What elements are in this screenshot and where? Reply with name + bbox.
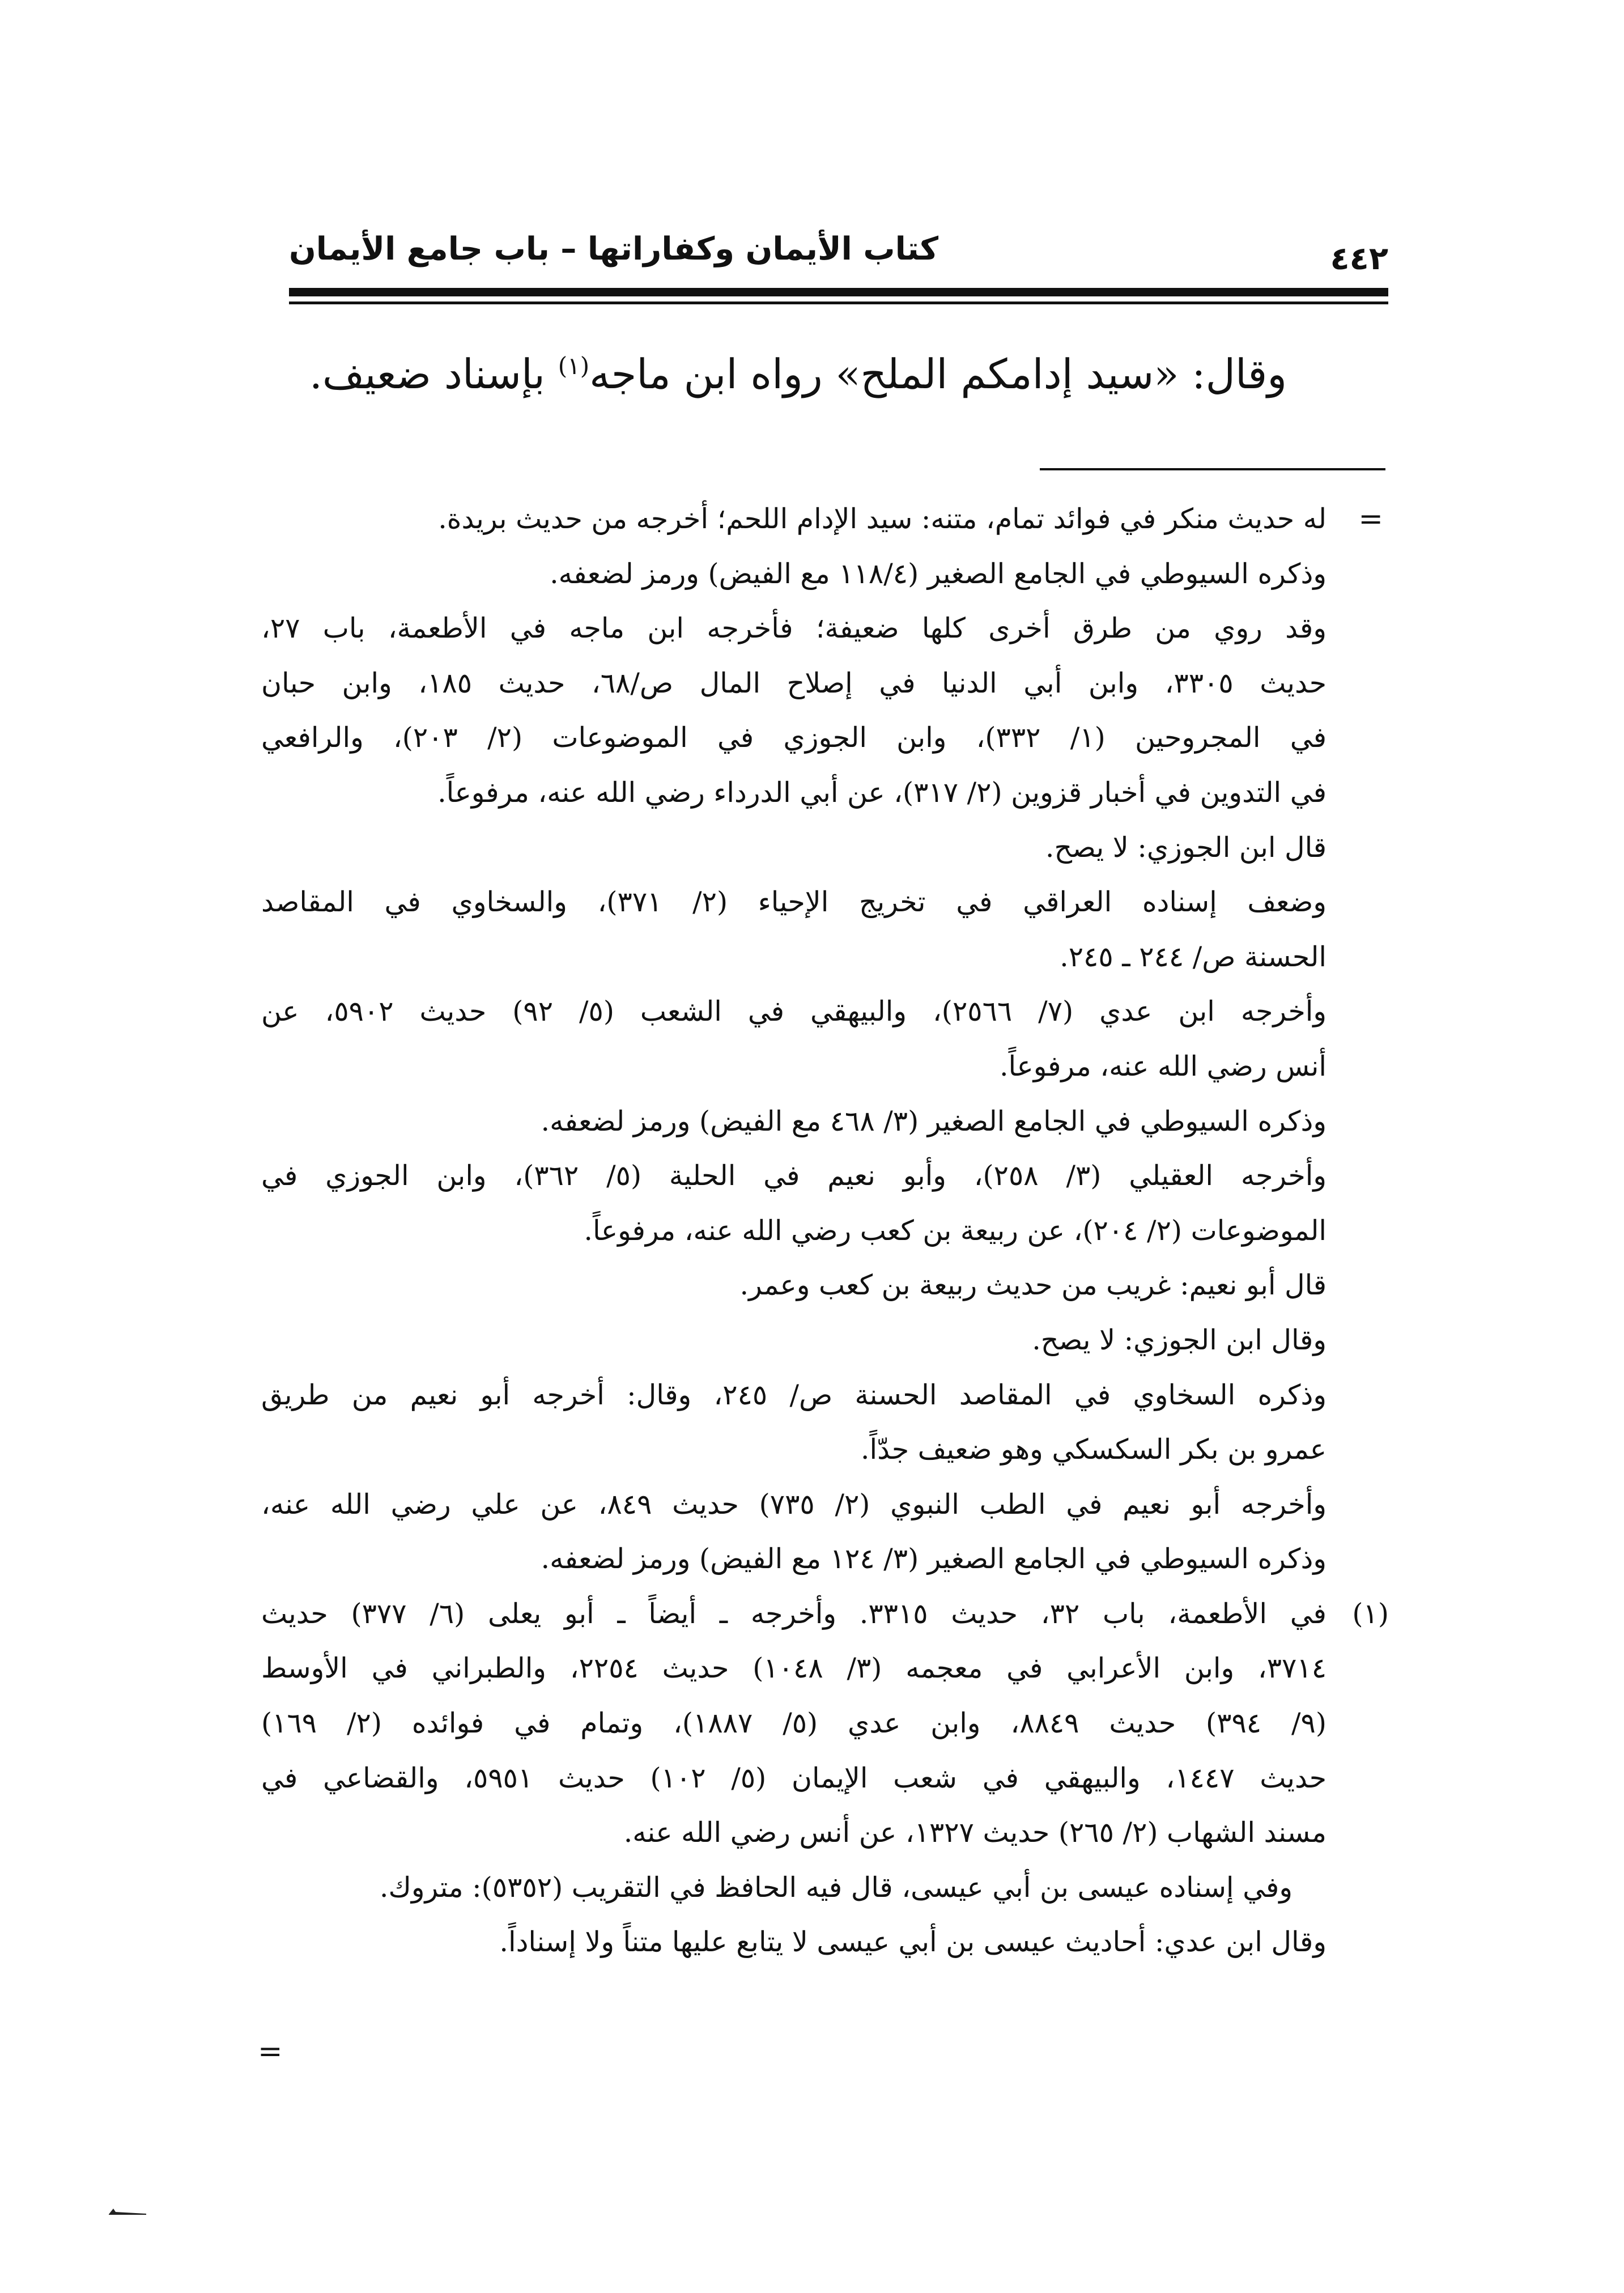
footnote-line: في الأطعمة، باب ٣٢، حديث ٣٣١٥. وأخرجه ـ أيضاً ـ أبو يعلى (٦/ ٣٧٧) حديث (261, 1597, 1327, 1630)
footnote-line: مسند الشهاب (٢/ ٢٦٥) حديث ١٣٢٧، عن أنس رضي الله عنه. (623, 1816, 1327, 1849)
footnote-line: وأخرجه العقيلي (٣/ ٢٥٨)، وأبو نعيم في الحلية (٥/ ٣٦٢)، وابن الجوزي في (261, 1160, 1327, 1192)
footnote-line: له حديث منكر في فوائد تمام، متنه: سيد الإدام اللحم؛ أخرجه من حديث بريدة. (438, 503, 1327, 535)
footnote-line: وفي إسناده عيسى بن أبي عيسى، قال فيه الحافظ في التقريب (٥٣٥٢): متروك. (379, 1871, 1293, 1904)
footnote-line: وذكره السخاوي في المقاصد الحسنة ص/ ٢٤٥، وقال: أخرجه أبو نعيم من طريق (261, 1378, 1327, 1411)
page-number: ٤٤٢ (1330, 240, 1388, 277)
footnote-line: حديث ١٤٤٧، والبيهقي في شعب الإيمان (٥/ ١٠٢) حديث ٥٩٥١، والقضاعي في (261, 1761, 1327, 1794)
footnote-line: وضعف إسناده العراقي في تخريج الإحياء (٢/ ٣٧١)، والسخاوي في المقاصد (261, 886, 1327, 919)
footnote-line: وذكره السيوطي في الجامع الصغير (١١٨/٤ مع الفيض) ورمز لضعفه. (550, 557, 1327, 590)
footnote-line: أنس رضي الله عنه، مرفوعاً. (999, 1050, 1327, 1082)
footnote-number: (١) (1352, 1597, 1389, 1630)
footnote-line: قال ابن الجوزي: لا يصح. (1045, 831, 1327, 864)
footnote-line: (٩/ ٣٩٤) حديث ٨٨٤٩، وابن عدي (٥/ ١٨٨٧)، وتمام في فوائده (٢/ ١٦٩) (261, 1707, 1327, 1740)
footnote-line: وقد روي من طرق أخرى كلها ضعيفة؛ فأخرجه ابن ماجه في الأطعمة، باب ٢٧، (261, 612, 1327, 645)
header-rule-thin (289, 302, 1388, 304)
header-rule-thick (289, 288, 1388, 296)
footnote-line: ٣٧١٤، وابن الأعرابي في معجمه (٣/ ١٠٤٨) حديث ٢٢٥٤، والطبراني في الأوسط (261, 1652, 1327, 1685)
main-text-part-2: بإسناد ضعيف. (309, 350, 558, 398)
footnote-line: وذكره السيوطي في الجامع الصغير (٣/ ٤٦٨ مع الفيض) ورمز لضعفه. (541, 1105, 1327, 1137)
main-text-part-1: وقال: «سيد إدامكم الملح» رواه ابن ماجه (589, 350, 1287, 398)
footnote-line: قال أبو نعيم: غريب من حديث ربيعة بن كعب وعمر. (739, 1269, 1327, 1302)
footnote-line: وقال ابن الجوزي: لا يصح. (1032, 1323, 1327, 1356)
footnote-line: في المجروحين (١/ ٣٣٢)، وابن الجوزي في الموضوعات (٢/ ٢٠٣)، والرافعي (261, 721, 1327, 754)
footnote-line: وأخرجه أبو نعيم في الطب النبوي (٢/ ٧٣٥) حديث ٨٤٩، عن علي رضي الله عنه، (261, 1488, 1327, 1521)
main-text (267, 329, 1287, 419)
footnote-line: الحسنة ص/ ٢٤٤ ـ ٢٤٥. (1060, 940, 1327, 973)
continuation-mark-top: = (1358, 502, 1383, 536)
page-header (289, 224, 1388, 275)
footnote-reference: (١) (558, 352, 590, 380)
footnote-separator (1040, 468, 1385, 470)
footnotes (261, 492, 1389, 1970)
running-title: كتاب الأيمان وكفاراتها – باب جامع الأيمان (289, 231, 939, 267)
footnote-line: الموضوعات (٢/ ٢٠٤)، عن ربيعة بن كعب رضي الله عنه، مرفوعاً. (584, 1214, 1327, 1247)
continuation-mark-bottom: = (258, 2035, 283, 2069)
footnote-line: عمرو بن بكر السكسكي وهو ضعيف جدّاً. (860, 1433, 1327, 1466)
footnote-1 (261, 1587, 1389, 1970)
footnote-line: وأخرجه ابن عدي (٧/ ٢٥٦٦)، والبيهقي في الشعب (٥/ ٩٢) حديث ٥٩٠٢، عن (261, 995, 1327, 1028)
footnote-line: وذكره السيوطي في الجامع الصغير (٣/ ١٢٤ مع الفيض) ورمز لضعفه. (541, 1543, 1327, 1576)
scan-corner-mark-icon (108, 2207, 147, 2215)
footnote-line: حديث ٣٣٠٥، وابن أبي الدنيا في إصلاح المال ص/٦٨، حديث ١٨٥، وابن حبان (261, 666, 1327, 699)
footnote-line: وقال ابن عدي: أحاديث عيسى بن أبي عيسى لا يتابع عليها متناً ولا إسناداً. (499, 1926, 1327, 1959)
footnote-line: في التدوين في أخبار قزوين (٢/ ٣١٧)، عن أبي الدرداء رضي الله عنه، مرفوعاً. (437, 776, 1327, 809)
